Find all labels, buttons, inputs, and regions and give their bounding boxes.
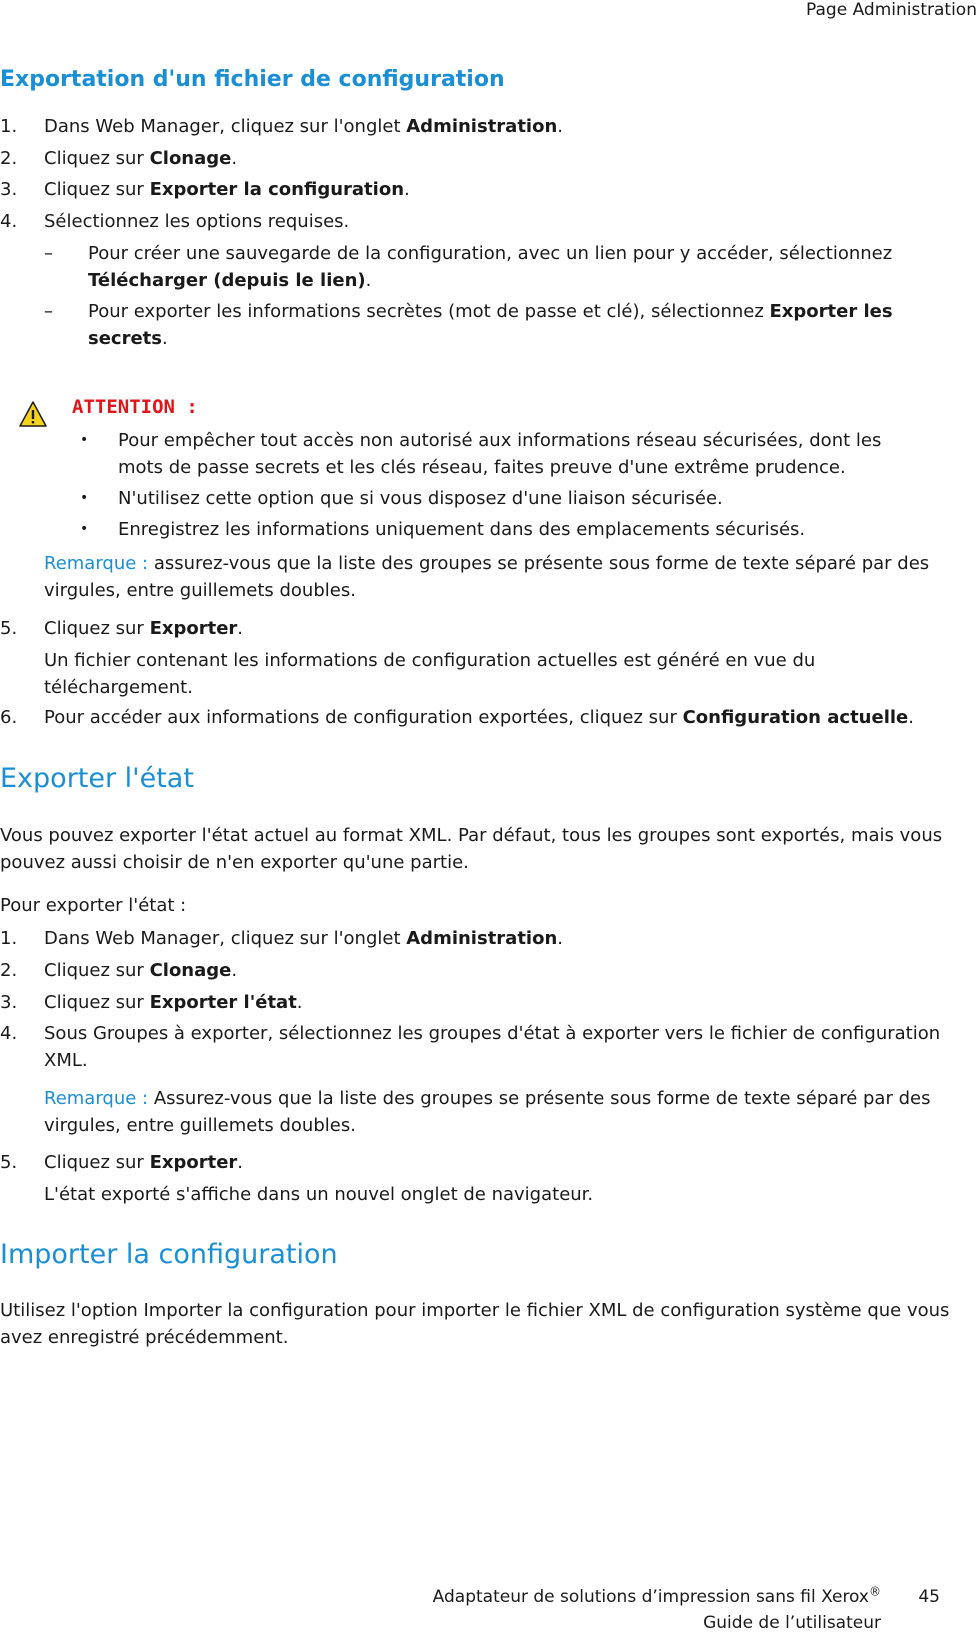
- step-number: 5.: [0, 1152, 18, 1173]
- option-item: – Pour créer une sauvegarde de la configuration, avec un lien pour y accéder, sélectionnez Télécharger (depuis le lien).: [44, 240, 977, 296]
- list-item: 5. Cliquez sur Exporter.: [0, 615, 977, 645]
- page-header: Page Administration: [806, 0, 977, 20]
- step-number: 5.: [0, 618, 18, 639]
- step-description: Un fichier contenant les informations de configuration actuelles est généré en vue du téléchargement.: [44, 650, 816, 698]
- list-item: 4. Sélectionnez les options requises.: [0, 208, 977, 238]
- ui-label: Administration: [406, 928, 558, 949]
- ui-label: Clonage: [149, 960, 232, 981]
- list-item: 5. Cliquez sur Exporter.: [0, 1149, 977, 1179]
- note-label: Remarque :: [44, 1088, 149, 1109]
- warning-title: ATTENTION :: [72, 396, 198, 418]
- step-number: 6.: [0, 707, 18, 728]
- ui-label: Exporter la configuration: [149, 179, 405, 200]
- footer-guide: Guide de l’utilisateur: [703, 1613, 881, 1633]
- list-item: 2. Cliquez sur Clonage.: [0, 145, 977, 175]
- step-number: 3.: [0, 992, 18, 1013]
- option-item: – Pour exporter les informations secrètes (mot de passe et clé), sélectionnez Exporter les secrets.: [44, 298, 977, 354]
- ui-label: Administration: [406, 116, 558, 137]
- ui-label: Exporter les secrets: [88, 301, 893, 349]
- step-number: 2.: [0, 148, 18, 169]
- section-title-export-state: Exporter l'état: [0, 763, 194, 794]
- ui-label: Exporter l'état: [149, 992, 297, 1013]
- step-number: 2.: [0, 960, 18, 981]
- warning-item: • N'utilisez cette option que si vous disposez d'une liaison sécurisée.: [0, 485, 977, 515]
- bullet-marker: •: [80, 490, 89, 506]
- list-item: 2. Cliquez sur Clonage.: [0, 957, 977, 987]
- list-item: 3. Cliquez sur Exporter la configuration.: [0, 176, 977, 206]
- step-number: 4.: [0, 211, 18, 232]
- step-number: 3.: [0, 179, 18, 200]
- list-item: 3. Cliquez sur Exporter l'état.: [0, 989, 977, 1019]
- step-description: L'état exporté s'affiche dans un nouvel onglet de navigateur.: [44, 1184, 594, 1205]
- warning-item: • Enregistrez les informations uniquement dans des emplacements sécurisés.: [0, 516, 977, 546]
- note: Remarque : assurez-vous que la liste des groupes se présente sous forme de texte séparé par des virgules, entre guillemets doubles.: [44, 553, 930, 601]
- step-number: 4.: [0, 1023, 18, 1044]
- section-title-export-config: Exportation d'un fichier de configuration: [0, 67, 505, 92]
- ui-label: Télécharger (depuis le lien): [88, 270, 366, 291]
- step-number: 1.: [0, 116, 18, 137]
- paragraph: Utilisez l'option Importer la configuration pour importer le fichier XML de configuration système que vous avez enregistré précédemment.: [0, 1300, 950, 1348]
- list-item: 4. Sous Groupes à exporter, sélectionnez les groupes d'état à exporter vers le fichier de configuration XML.: [0, 1020, 977, 1076]
- paragraph: Pour exporter l'état :: [0, 895, 187, 916]
- step-number: 1.: [0, 928, 18, 949]
- ui-label: Exporter: [149, 1152, 238, 1173]
- footer: [433, 1584, 881, 1636]
- page-number: 45: [918, 1587, 940, 1607]
- warning-icon: [18, 400, 48, 428]
- ui-label: Clonage: [149, 148, 232, 169]
- dash-marker: –: [44, 301, 53, 322]
- ui-label: Configuration actuelle: [682, 707, 909, 728]
- list-item: 1. Dans Web Manager, cliquez sur l'onglet Administration.: [0, 113, 977, 143]
- warning-item: • Pour empêcher tout accès non autorisé aux informations réseau sécurisées, dont les mots de passe secrets et les clés réseau, faites preuve d'une extrême prudence.: [0, 427, 977, 483]
- bullet-marker: •: [80, 432, 89, 448]
- ui-label: Exporter: [149, 618, 238, 639]
- paragraph: Vous pouvez exporter l'état actuel au format XML. Par défaut, tous les groupes sont exportés, mais vous pouvez aussi choisir de n'en exporter qu'une partie.: [0, 825, 943, 873]
- list-item: 1. Dans Web Manager, cliquez sur l'onglet Administration.: [0, 925, 977, 955]
- note-label: Remarque :: [44, 553, 149, 574]
- note: Remarque : Assurez-vous que la liste des groupes se présente sous forme de texte séparé par des virgules, entre guillemets doubles.: [44, 1088, 931, 1136]
- bullet-marker: •: [80, 521, 89, 537]
- footer-product: Adaptateur de solutions d’impression sans fil Xerox®: [432, 1584, 881, 1607]
- section-title-import-config: Importer la configuration: [0, 1239, 338, 1270]
- list-item: 6. Pour accéder aux informations de configuration exportées, cliquez sur Configuration actuelle.: [0, 704, 977, 734]
- dash-marker: –: [44, 243, 53, 264]
